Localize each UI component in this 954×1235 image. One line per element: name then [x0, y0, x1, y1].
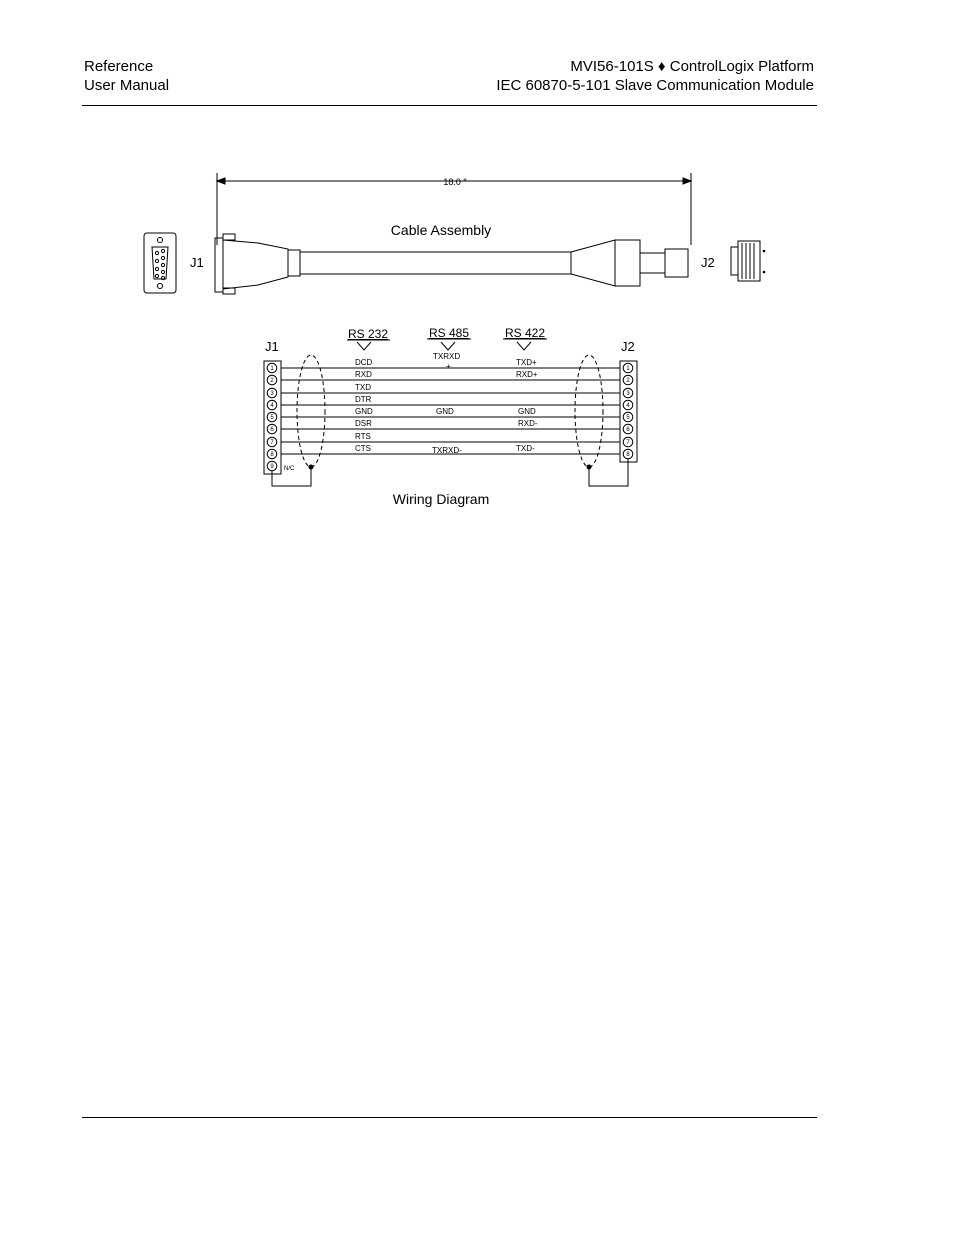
dimension-label: 18.0 "	[443, 177, 467, 187]
j1-pin-number: 1	[270, 366, 274, 372]
signal-txrxd-plus: TXRXD	[433, 352, 461, 361]
j1-body-flange	[215, 238, 223, 292]
j1-hood	[223, 240, 288, 289]
j2-shield	[575, 355, 603, 467]
j1-pin-number: 6	[270, 427, 274, 433]
j1-pin-number: 2	[270, 378, 274, 384]
signal-rs422-gnd: GND	[518, 407, 536, 416]
signal-txd-plus: TXD+	[516, 358, 537, 367]
j2-pin-number: 8	[626, 452, 630, 458]
j2-end-view	[738, 241, 760, 281]
rs485-signals	[432, 352, 462, 455]
signal-cts: CTS	[355, 444, 371, 453]
signal-gnd: GND	[355, 407, 373, 416]
j1-pin-number: 4	[270, 403, 274, 409]
signal-txrxd-minus: TXRXD-	[432, 446, 462, 455]
signal-dcd: DCD	[355, 358, 373, 367]
j2-pin-number: 1	[626, 366, 630, 372]
j1-pin-number: 7	[270, 440, 274, 446]
j1-shell	[152, 247, 168, 279]
cable-j2-label: J2	[701, 255, 715, 270]
j2-pin-number: 4	[626, 403, 630, 409]
signal-rxd-minus: RXD-	[518, 419, 538, 428]
signal-rts: RTS	[355, 432, 371, 441]
j1-pin-number: 9	[270, 464, 274, 470]
j2-pin-number: 5	[626, 415, 630, 421]
signal-txd: TXD	[355, 383, 371, 392]
j1-screw-bottom	[158, 284, 163, 289]
header-section-title: Reference	[84, 58, 154, 75]
j2-pin-number: 3	[626, 391, 630, 397]
footer-rule	[82, 1117, 817, 1118]
j2-plug	[640, 253, 665, 273]
header-module-title: IEC 60870-5-101 Slave Communication Module	[496, 77, 814, 94]
nc-label: N/C	[284, 466, 295, 472]
j2-pin-number: 7	[626, 440, 630, 446]
j1-pin-number: 3	[270, 391, 274, 397]
dimension-arrow-right	[683, 178, 691, 184]
cable-assembly-title: Cable Assembly	[390, 222, 492, 238]
header-manual-title: User Manual	[84, 77, 170, 94]
rs232-heading: RS 232	[347, 327, 389, 341]
j2-drain-wire	[589, 459, 628, 486]
signal-rxd-plus: RXD+	[516, 370, 538, 379]
j1-pin-numbers	[270, 366, 274, 470]
rs485-heading: RS 485	[428, 326, 470, 340]
header-product-title: MVI56-101S ♦ ControlLogix Platform	[570, 58, 814, 75]
j1-pin-number: 8	[270, 452, 274, 458]
wiring-j2-label: J2	[621, 339, 635, 354]
j1-strain-relief	[288, 250, 300, 276]
signal-txrxd-plus-sign: +	[446, 362, 451, 371]
signal-dsr: DSR	[355, 419, 372, 428]
signal-dtr: DTR	[355, 395, 372, 404]
rs485-chevron	[441, 342, 455, 350]
signal-rxd: RXD	[355, 370, 372, 379]
signal-txd-minus: TXD-	[516, 444, 535, 453]
rs422-heading: RS 422	[504, 326, 546, 340]
rs232-chevron	[357, 342, 371, 350]
j2-boot	[571, 240, 615, 286]
j2-body	[615, 240, 640, 286]
j2-pin-number: 2	[626, 378, 630, 384]
wiring-j1-label: J1	[265, 339, 279, 354]
j2-pin-number: 6	[626, 427, 630, 433]
rs422-chevron	[517, 342, 531, 350]
wiring-diagram-title: Wiring Diagram	[392, 491, 490, 507]
j1-shield	[297, 355, 325, 467]
dimension-arrow-left	[217, 178, 225, 184]
j1-pin-number: 5	[270, 415, 274, 421]
j1-screw-top	[158, 238, 163, 243]
j2-tip	[665, 249, 688, 277]
cable-j1-label: J1	[190, 255, 204, 270]
signal-rs485-gnd: GND	[436, 407, 454, 416]
